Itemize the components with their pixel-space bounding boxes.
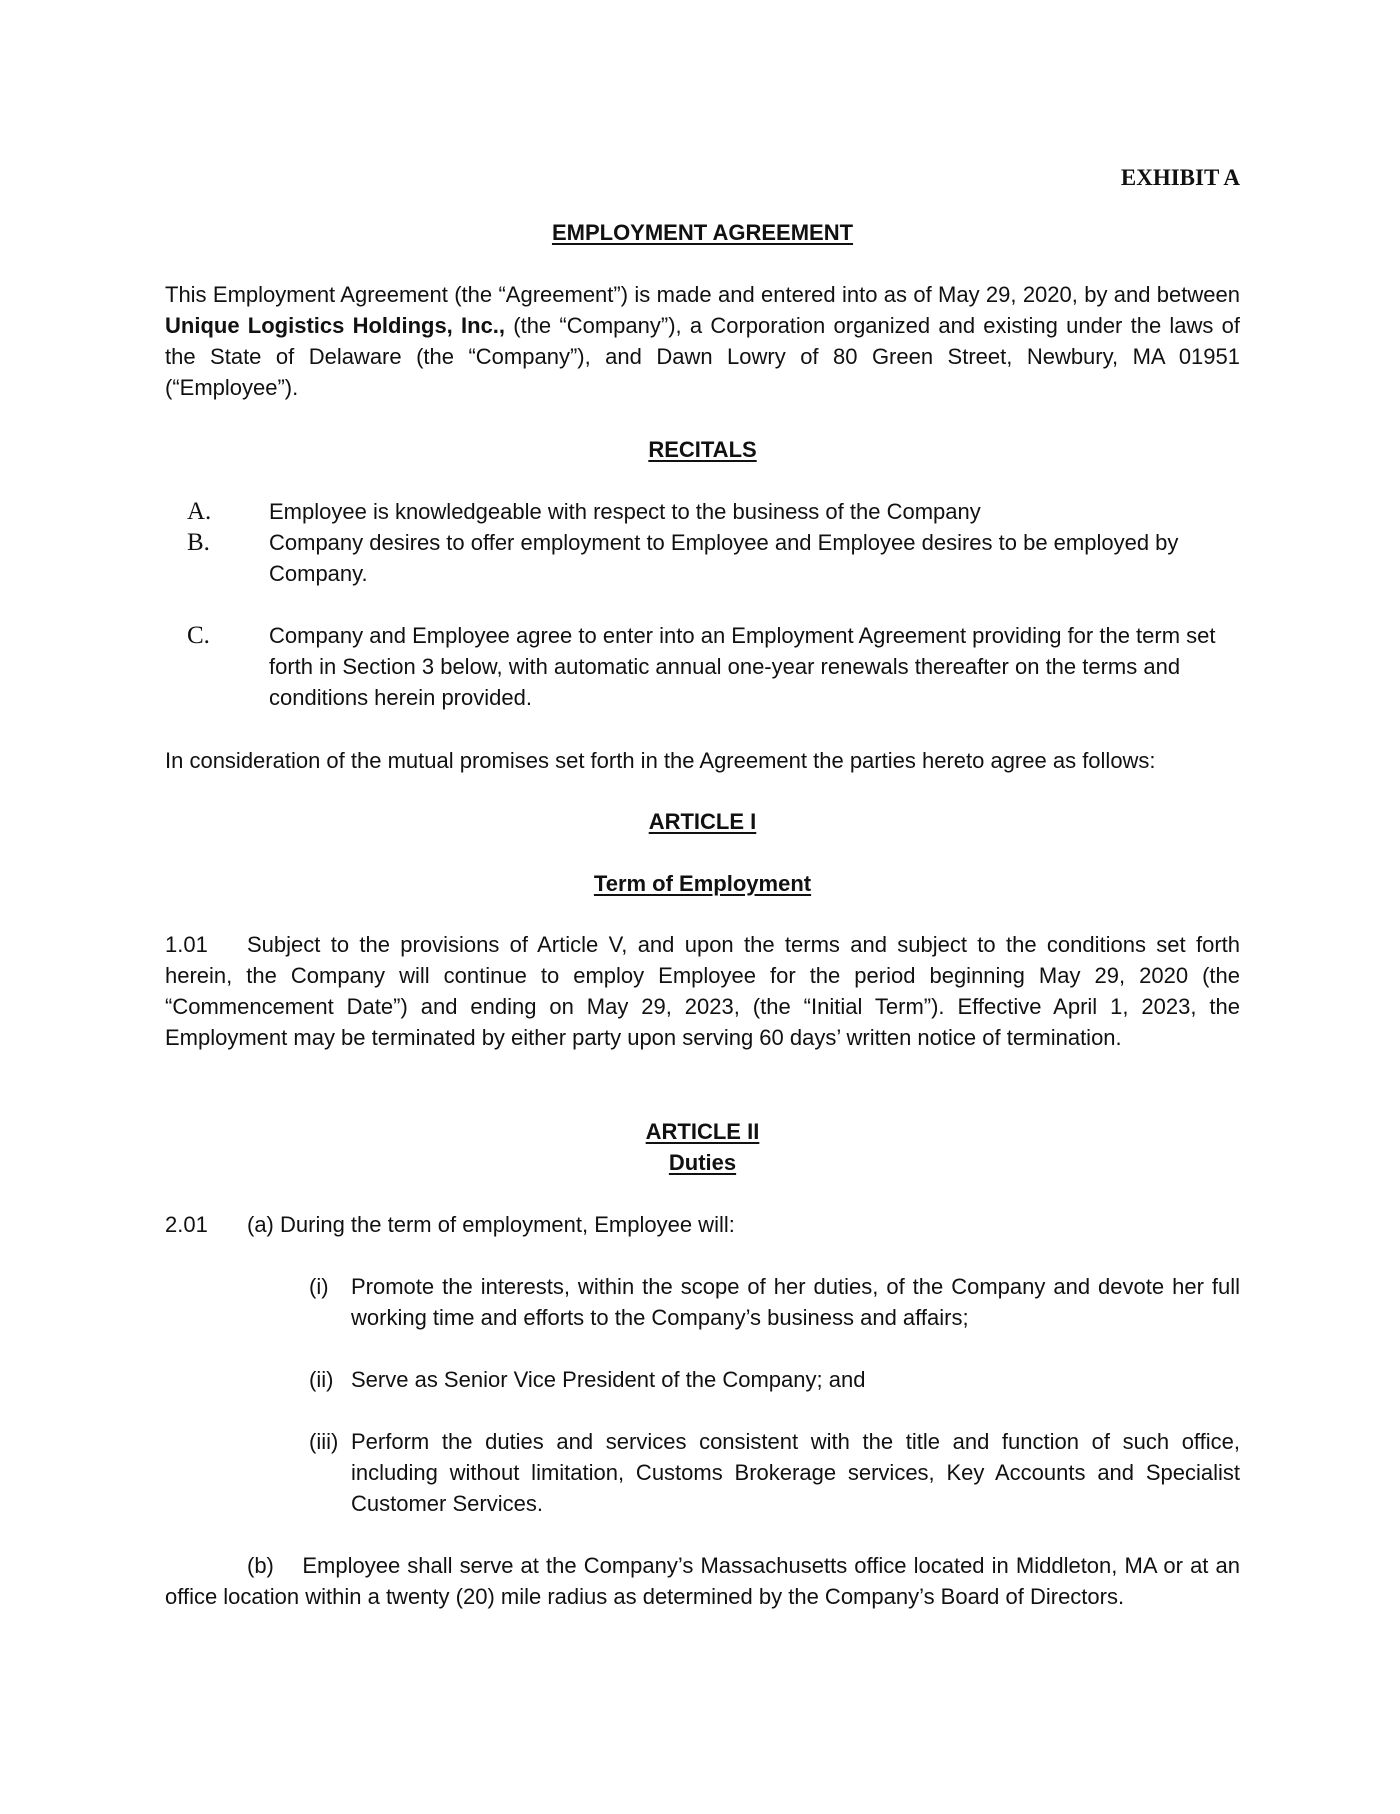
document-page	[165, 0, 1240, 1814]
recitals-heading	[165, 434, 1240, 465]
intro-part1: This Employment Agreement (the “Agreement”) is made and entered into as of May 29, 2020, by and between	[165, 282, 1240, 307]
document-title-text: EMPLOYMENT AGREEMENT	[551, 220, 854, 245]
duty-text: Serve as Senior Vice President of the Company; and	[351, 1367, 866, 1392]
article-1-heading-text: ARTICLE I	[648, 809, 757, 834]
article-2-subheading-text: Duties	[668, 1150, 737, 1175]
article-1-heading	[165, 806, 1240, 837]
section-number: 2.01	[165, 1212, 208, 1237]
recital-letter: A.	[187, 498, 212, 525]
duty-number: (i)	[309, 1274, 329, 1299]
recital-letter: B.	[187, 529, 210, 556]
article-2-heading	[165, 1116, 1240, 1147]
recital-letter: C.	[187, 622, 210, 649]
clause-text: Employee shall serve at the Company’s Massachusetts office located in Middleton, MA or at an office location within a twenty (20) mile radius as determined by the Company’s Board of Directors.	[165, 1553, 1240, 1609]
duty-item	[309, 1271, 1240, 1333]
consideration-paragraph: In consideration of the mutual promises set forth in the Agreement the parties hereto agree as follows:	[165, 748, 1156, 773]
section-lead: (a) During the term of employment, Employee will:	[247, 1212, 735, 1237]
section-number: 1.01	[165, 932, 208, 957]
recital-text: Employee is knowledgeable with respect to the business of the Company	[269, 499, 981, 524]
article-1-subheading	[165, 868, 1240, 899]
recital-text: Company and Employee agree to enter into an Employment Agreement providing for the term set forth in Section 3 below, with automatic annual one-year renewals thereafter on the terms and conditions herein provided.	[269, 623, 1216, 710]
section-2-01-b	[165, 1550, 1240, 1612]
duty-item	[309, 1426, 1240, 1519]
intro-paragraph	[165, 279, 1240, 403]
article-1-subheading-text: Term of Employment	[593, 871, 812, 896]
intro-part2: (the “Company”), a Corporation organized and existing under the laws of the State of Delaware (the “Company”), and Dawn Lowry of 80 Green Street, Newbury, MA 01951 (“Employee”).	[165, 313, 1240, 400]
document-title	[165, 217, 1240, 248]
recital-text: Company desires to offer employment to Employee and Employee desires to be employed by Company.	[269, 530, 1179, 586]
duty-number: (iii)	[309, 1429, 339, 1454]
clause-label: (b)	[247, 1553, 274, 1578]
duty-item	[309, 1364, 1240, 1395]
section-1-01	[165, 929, 1240, 1053]
recitals-heading-text: RECITALS	[648, 437, 757, 462]
exhibit-label: EXHIBIT A	[1120, 165, 1240, 190]
duty-number: (ii)	[309, 1367, 334, 1392]
section-text: Subject to the provisions of Article V, and upon the terms and subject to the conditions set forth herein, the Company will continue to employ Employee for the period beginning May 29, 2020 (the “Commencement Date”) and ending on May 29, 2023, (the “Initial Term”). Effective April 1, 2023, the Employment may be terminated by either party upon serving 60 days’ written notice of termination.	[165, 932, 1240, 1050]
duty-text: Perform the duties and services consistent with the title and function of such office, including without limitation, Customs Brokerage services, Key Accounts and Specialist Customer Services.	[351, 1429, 1240, 1516]
section-2-01	[165, 1209, 1240, 1240]
article-2-heading-text: ARTICLE II	[645, 1119, 760, 1144]
company-name: Unique Logistics Holdings, Inc.,	[165, 313, 506, 338]
article-2-subheading	[165, 1147, 1240, 1178]
duty-text: Promote the interests, within the scope of her duties, of the Company and devote her full working time and efforts to the Company’s business and affairs;	[351, 1274, 1240, 1330]
